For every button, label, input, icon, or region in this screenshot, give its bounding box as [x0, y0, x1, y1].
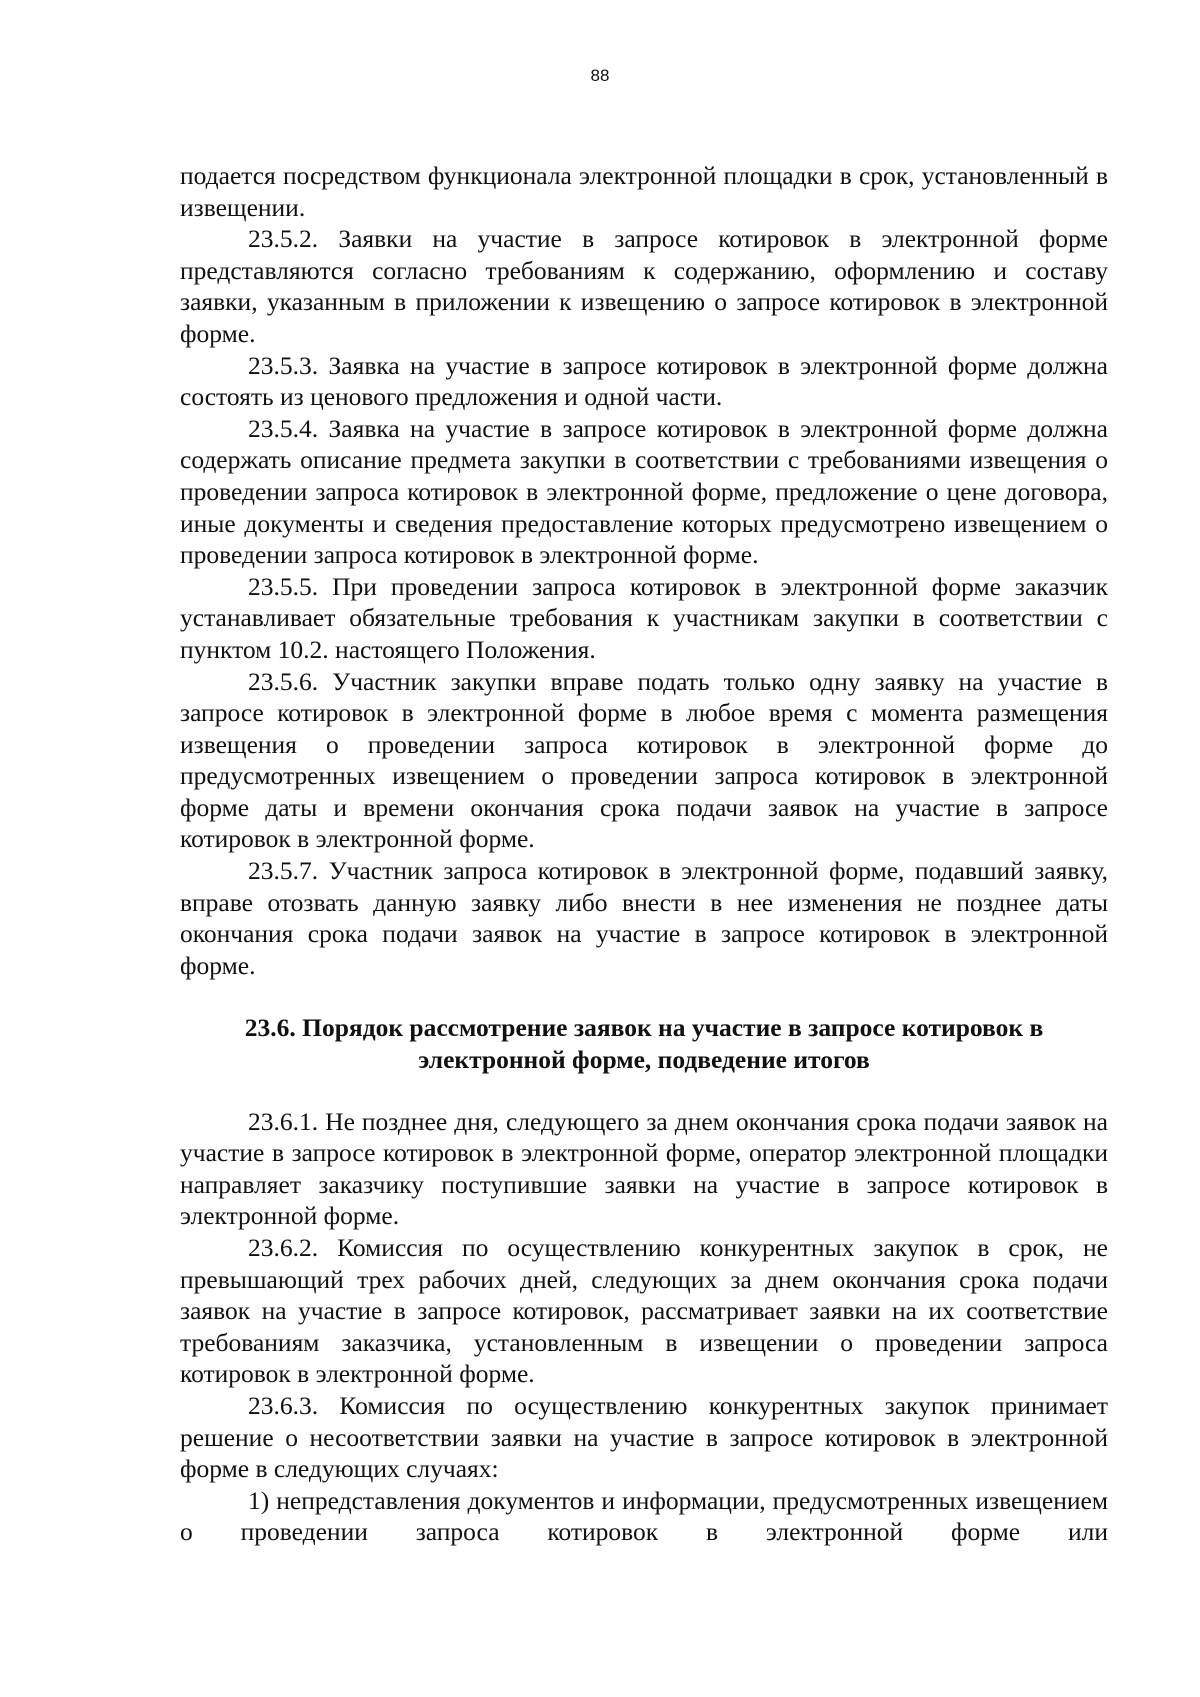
paragraph-23-5-5: 23.5.5. При проведении запроса котировок в электронной форме заказчик устанавливает обязательные требования к участникам закупки в соответствии с пунктом 10.2. настоящего Положения. [180, 571, 1108, 664]
paragraph-23-5-3: 23.5.3. Заявка на участие в запросе котировок в электронной форме должна состоять из ценового предложения и одной части. [180, 350, 1108, 412]
paragraph-23-6-3-item-1: 1) непредставления документов и информации, предусмотренных извещением о проведении запроса котировок в электронной форме или [180, 1485, 1108, 1547]
page-body [180, 160, 1108, 1548]
paragraph-23-6-2: 23.6.2. Комиссия по осуществлению конкурентных закупок в срок, не превышающий трех рабочих дней, следующих за днем окончания срока подачи заявок на участие в запросе котировок, рассматривает заявки на их соответствие требованиям заказчика, установленным в извещении о проведении запроса котировок в электронной форме. [180, 1233, 1108, 1389]
paragraph-23-6-1: 23.6.1. Не позднее дня, следующего за днем окончания срока подачи заявок на участие в запросе котировок в электронной форме, оператор электронной площадки направляет заказчику поступившие заявки на участие в запросе котировок в электронной форме. [180, 1106, 1108, 1231]
paragraph-23-6-3: 23.6.3. Комиссия по осуществлению конкурентных закупок принимает решение о несоответствии заявки на участие в запросе котировок в электронной форме в следующих случаях: [180, 1390, 1108, 1484]
paragraph-continuation: подается посредством функционала электронной площадки в срок, установленный в извещении. [180, 161, 1108, 222]
paragraph-23-5-6: 23.5.6. Участник закупки вправе подать только одну заявку на участие в запросе котировок в электронной форме в любое время с момента размещения извещения о проведении запроса котировок в электронной форме до предусмотренных извещением о проведении запроса котировок в электронной форме даты и времени окончания срока подачи заявок на участие в запросе котировок в электронной форме. [180, 666, 1108, 854]
paragraph-23-5-4: 23.5.4. Заявка на участие в запросе котировок в электронной форме должна содержать описание предмета закупки в соответствии с требованиями извещения о проведении запроса котировок в электронной форме, предложение о цене договора, иные документы и сведения предоставление которых предусмотрено извещением о проведении запроса котировок в электронной форме. [180, 413, 1108, 570]
section-heading-23-6: 23.6. Порядок рассмотрение заявок на участие в запросе котировок в электронной форме, подведение итогов [244, 1013, 1044, 1075]
paragraph-23-5-2: 23.5.2. Заявки на участие в запросе котировок в электронной форме представляются согласно требованиям к содержанию, оформлению и составу заявки, указанным в приложении к извещению о запросе котировок в электронной форме. [180, 224, 1108, 348]
paragraph-23-5-7: 23.5.7. Участник запроса котировок в электронной форме, подавший заявку, вправе отозвать данную заявку либо внести в нее изменения не позднее даты окончания срока подачи заявок на участие в запросе котировок в электронной форме. [180, 856, 1108, 980]
page-number: 88 [590, 66, 610, 85]
